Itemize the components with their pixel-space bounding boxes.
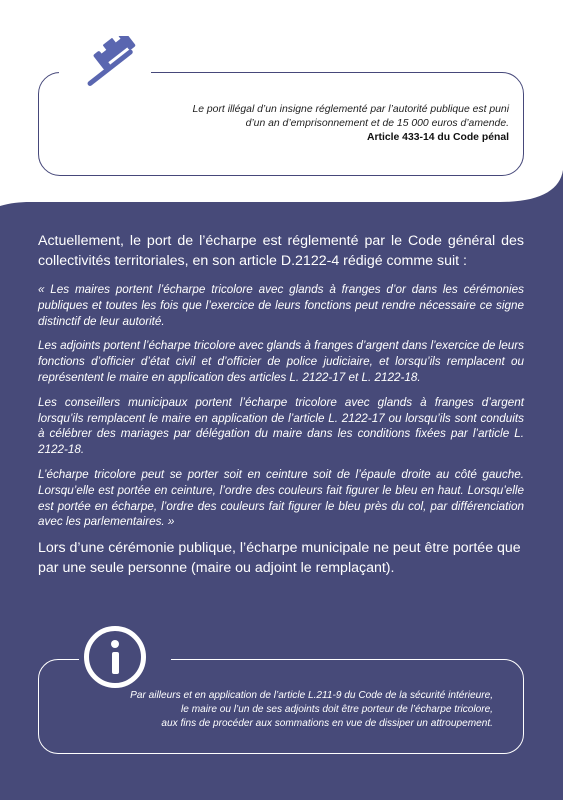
quote-line-1: Le port illégal d’un insigne réglementé par l’autorité publique est puni: [192, 104, 509, 115]
info-line-3: aux fins de procéder aux sommations en vue de dissiper un attroupement.: [161, 718, 493, 729]
info-icon-dot: [111, 640, 119, 648]
info-line-2: le maire ou l’un de ses adjoints doit être porteur de l’écharpe tricolore,: [181, 704, 493, 715]
quote-line-2: d’un an d’emprisonnement et de 15 000 euros d’amende.: [245, 118, 509, 129]
quote-reference: Article 433-14 du Code pénal: [366, 132, 509, 143]
main-content: [38, 232, 524, 578]
citation-paragraph-3: Les conseillers municipaux portent l’écharpe tricolore avec glands à franges d’argent lorsqu’ils remplacent le maire en application de l’article L. 2122-17 ou lorsqu’ils sont conduits à célébrer des mariages par délégation du maire dans les conditions fixées par l’article L. 2122-18.: [38, 395, 524, 457]
citation-paragraph-2: Les adjoints portent l’écharpe tricolore avec glands à franges d’argent dans l’exercice de leurs fonctions d’officier d’état civil et d’officier de police judiciaire, et lorsqu’ils remplacent ou représentent le maire en application des articles L. 2122-17 et L. 2122-18.: [38, 339, 524, 384]
citation-paragraph-1: « Les maires portent l’écharpe tricolore avec glands à franges d’or dans les cérémonies publiques et toutes les fois que l’exercice de leurs fonctions peut rendre nécessaire ce signe distinctif de leur autorité.: [38, 283, 524, 328]
legal-quote-text: [69, 103, 509, 145]
info-text: [53, 689, 493, 731]
info-icon-bar: [112, 652, 119, 674]
info-line-1: Par ailleurs et en application de l’article L.211-9 du Code de la sécurité intérieure,: [130, 690, 493, 701]
citation-paragraph-4: L’écharpe tricolore peut se porter soit en ceinture soit de l’épaule droite au côté gauche. Lorsqu’elle est portée en ceinture, l’ordre des couleurs fait figurer le bleu en haut. Lorsqu’elle est portée en écharpe, l’ordre des couleurs fait figurer le bleu près du col, par différenciation avec les parlementaires. »: [38, 467, 524, 529]
outro-paragraph: Lors d’une cérémonie publique, l’écharpe municipale ne peut être portée que par une seule personne (maire ou adjoint le remplaçant).: [38, 540, 521, 576]
intro-paragraph: Actuellement, le port de l’écharpe est réglementé par le Code général des collectivités territoriales, en son article D.2122-4 rédigé comme suit :: [38, 233, 524, 269]
panel-curve: [0, 170, 563, 210]
info-icon: [84, 626, 146, 688]
gavel-icon: [72, 36, 144, 94]
